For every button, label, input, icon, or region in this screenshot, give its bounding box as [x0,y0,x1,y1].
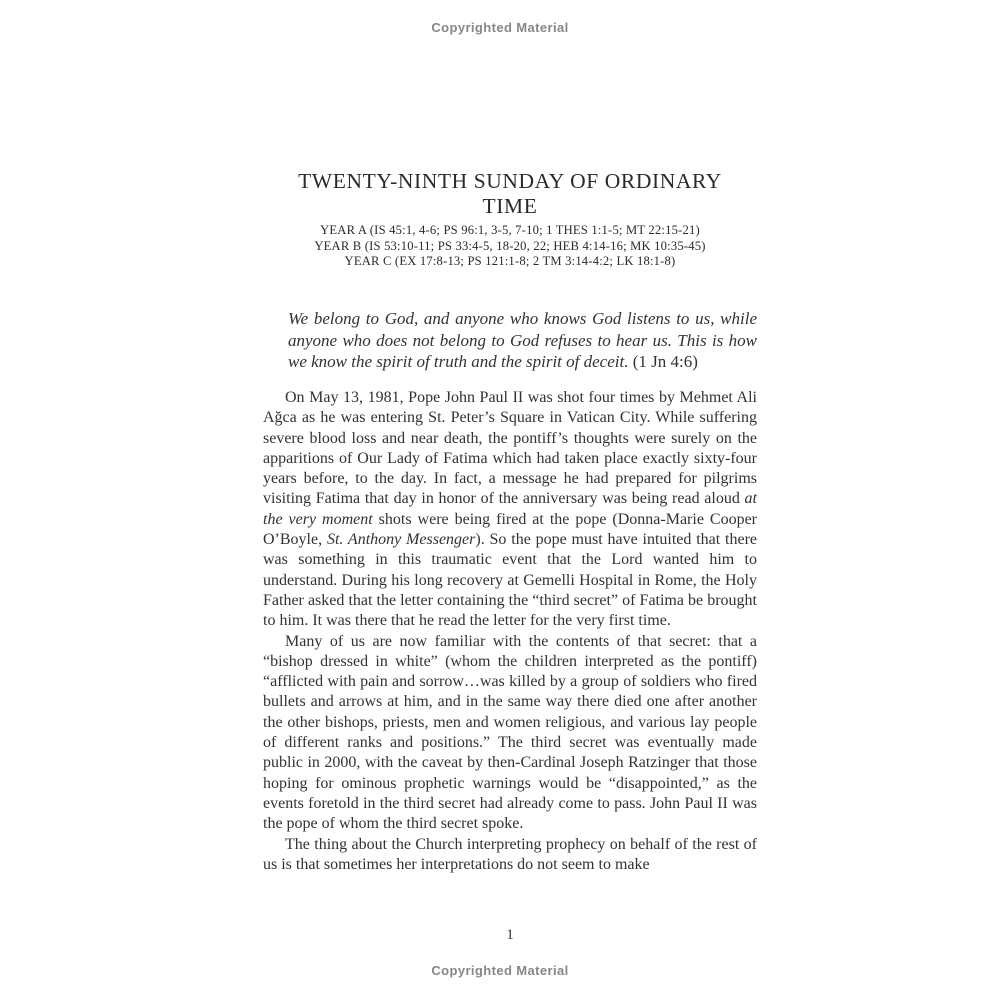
epigraph [288,308,757,373]
paragraph-1-text-b: shots were being fired at the pope (Donna-Marie Cooper O’Boyle, [263,510,758,549]
page-number: 1 [506,927,514,943]
chapter-title-line2: TIME [482,194,538,218]
lectionary-readings [263,223,757,270]
chapter-heading [263,169,757,270]
paragraph-1-publication-title: St. Anthony Messenger [326,531,476,549]
chapter-title-line1: TWENTY-NINTH SUNDAY OF ORDINARY [298,169,722,193]
copyright-notice-top: Copyrighted Material [431,20,569,35]
paragraph-1-italic-phrase: at the very moment [263,490,757,528]
body-paragraph-1 [263,388,757,632]
chapter-title [263,169,757,219]
body-paragraph-3: The thing about the Church interpreting prophecy on behalf of the rest of us is that sometimes her interpretations do not seem to make [263,835,757,873]
paragraph-1-text-c: ). So the pope must have intuited that there was something in this traumatic event that the Lord wanted him to understand. During his long recovery at Gemelli Hospital in Rome, the Holy Father asked that the letter containing the “third secret” of Fatima be brought to him. It was there that he read the letter for the very first time. [263,531,758,630]
epigraph-quote-text: We belong to God, and anyone who knows God listens to us, while anyone who does not belong to God refuses to hear us. This is how we know the spirit of truth and the spirit of deceit. [288,309,757,372]
reading-year-c: YEAR C (EX 17:8-13; PS 121:1-8; 2 TM 3:14-4:2; LK 18:1-8) [344,254,676,269]
copyright-notice-bottom: Copyrighted Material [431,963,569,978]
body-paragraph-2: Many of us are now familiar with the contents of that secret: that a “bishop dressed in white” (whom the children interpreted as the pontiff) “afflicted with pain and sorrow…was killed by a group of soldiers who fired bullets and arrows at him, and in the same way there died one after another the other bishops, priests, men and women religious, and various lay people of different ranks and positions.” The third secret was eventually made public in 2000, with the caveat by then-Cardinal Joseph Ratzinger that those hoping for ominous prophetic warnings would be “disappointed,” as the events foretold in the third secret had already come to pass. John Paul II was the pope of whom the third secret spoke. [263,632,757,833]
reading-year-a: YEAR A (IS 45:1, 4-6; PS 96:1, 3-5, 7-10; 1 THES 1:1-5; MT 22:15-21) [320,223,700,237]
reading-year-b: YEAR B (IS 53:10-11; PS 33:4-5, 18-20, 22; HEB 4:14-16; MK 10:35-45) [314,238,706,253]
chapter-body [263,388,757,875]
paragraph-1-text-a: On May 13, 1981, Pope John Paul II was shot four times by Mehmet Ali Ağca as he was entering St. Peter’s Square in Vatican City. While suffering severe blood loss and near death, the pontiff’s thoughts were surely on the apparitions of Our Lady of Fatima which had taken place exactly sixty-four years before, to the day. In fact, a message he had prepared for pilgrims visiting Fatima that day in honor of the anniversary was being read aloud [263,389,757,508]
epigraph-citation: (1 Jn 4:6) [628,352,698,372]
